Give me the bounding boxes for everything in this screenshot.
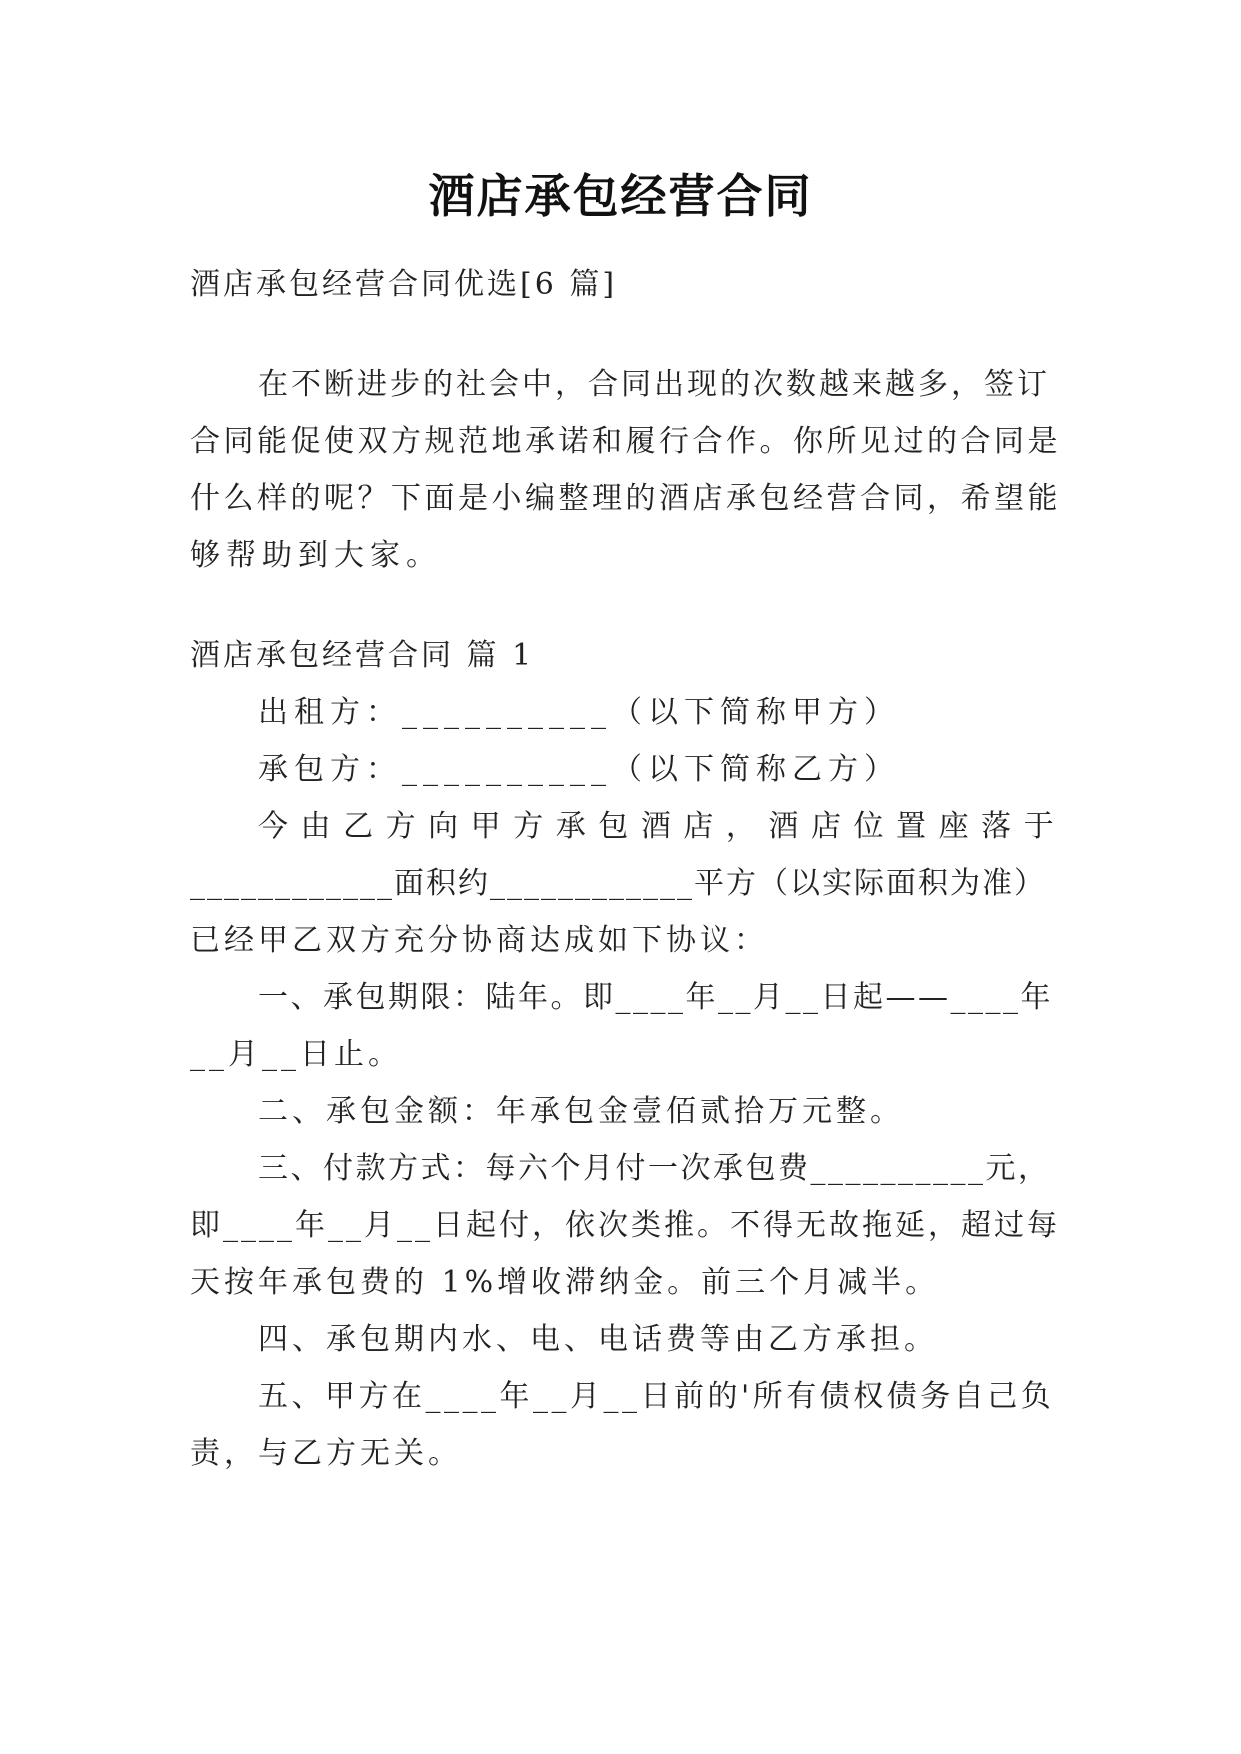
document-title: 酒店承包经营合同	[428, 169, 813, 223]
intro-line-2: 合同能促使双方规范地承诺和履行合作。你所见过的合同是	[190, 424, 1061, 459]
contract-clause-5-cont: 责，与乙方无关。	[190, 1436, 462, 1471]
document-subtitle: 酒店承包经营合同优选[6 篇]	[190, 267, 618, 302]
contract-line-lessor: 出租方：__________（以下简称甲方）	[258, 695, 900, 730]
contract-clause-3: 三、付款方式：每六个月付一次承包费__________元，	[258, 1151, 1051, 1186]
contract-clause-1: 一、承包期限：陆年。即____年__月__日起——____年	[258, 980, 1053, 1015]
intro-line-1: 在不断进步的社会中，合同出现的次数越来越多，签订	[258, 367, 1050, 402]
section-heading: 酒店承包经营合同 篇 1	[190, 638, 535, 673]
contract-line-location: 今 由 乙 方 向 甲 方 承 包 酒 店 ， 酒 店 位 置 座 落 于	[258, 809, 1056, 844]
contract-line-area: ____________面积约____________平方（以实际面积为准）	[190, 866, 1046, 901]
contract-clause-4: 四、承包期内水、电、电话费等由乙方承担。	[258, 1322, 938, 1357]
contract-clause-3-cont-1: 即____年__月__日起付，依次类推。不得无故拖延，超过每	[190, 1208, 1060, 1243]
contract-clause-5: 五、甲方在____年__月__日前的'所有债权债务自己负	[258, 1379, 1055, 1414]
intro-line-4: 够帮助到大家。	[190, 538, 442, 573]
contract-line-agreement: 已经甲乙双方充分协商达成如下协议：	[190, 923, 768, 958]
intro-line-3: 什么样的呢？下面是小编整理的酒店承包经营合同，希望能	[190, 481, 1061, 516]
contract-clause-2: 二、承包金额：年承包金壹佰贰拾万元整。	[258, 1094, 904, 1129]
contract-clause-1-cont: __月__日止。	[190, 1037, 402, 1072]
contract-clause-3-cont-2: 天按年承包费的 1%增收滞纳金。前三个月减半。	[190, 1265, 940, 1300]
contract-line-contractor: 承包方：__________（以下简称乙方）	[258, 752, 900, 787]
